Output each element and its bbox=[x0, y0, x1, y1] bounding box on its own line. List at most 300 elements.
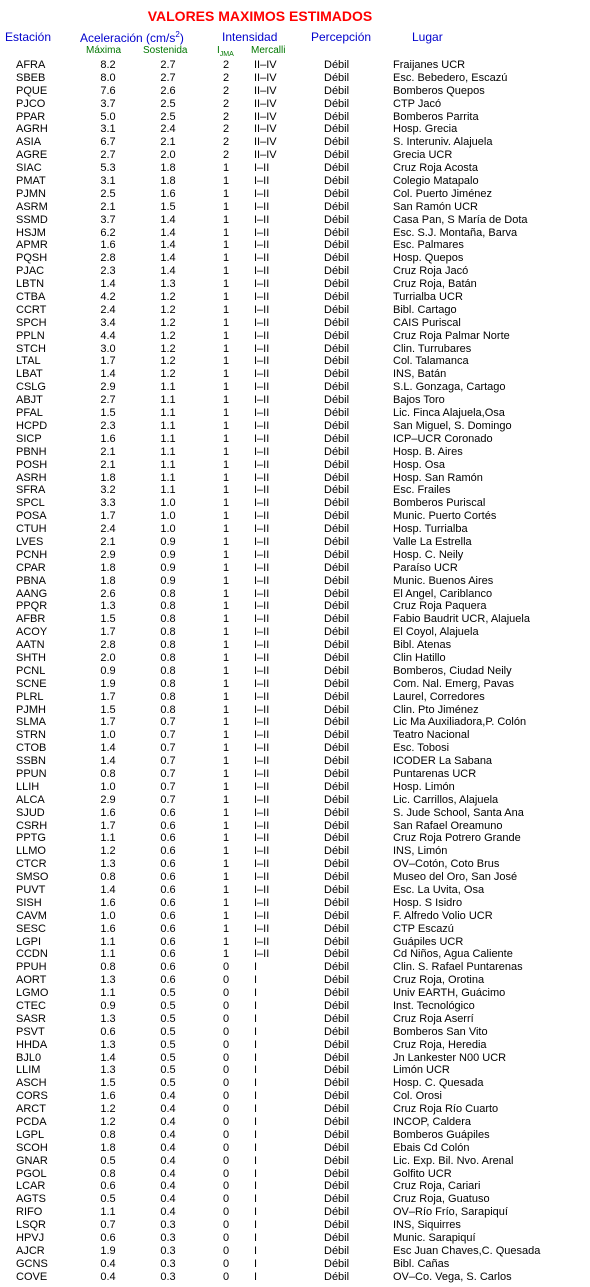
cell-mercalli: I–II bbox=[254, 896, 270, 909]
table-row bbox=[0, 613, 590, 626]
cell-percepcion: Débil bbox=[324, 381, 350, 394]
cell-mercalli: I–II bbox=[254, 226, 270, 239]
table-row bbox=[0, 497, 590, 510]
cell-mercalli: I bbox=[254, 1116, 258, 1129]
table-row bbox=[0, 652, 590, 665]
cell-ijma: 2 bbox=[222, 59, 230, 71]
cell-estacion: AANG bbox=[16, 587, 48, 600]
cell-estacion: PPUN bbox=[16, 767, 47, 780]
cell-maxima: 1.4 bbox=[100, 742, 116, 755]
cell-percepcion: Débil bbox=[324, 626, 350, 639]
cell-maxima: 3.1 bbox=[100, 123, 116, 136]
table-row bbox=[0, 549, 590, 562]
cell-sostenida: 0.8 bbox=[160, 600, 176, 613]
cell-lugar: Valle La Estrella bbox=[393, 535, 472, 548]
cell-estacion: ASCH bbox=[16, 1077, 47, 1090]
cell-estacion: CAVM bbox=[16, 909, 47, 922]
cell-ijma: 1 bbox=[222, 445, 230, 458]
cell-sostenida: 2.4 bbox=[160, 123, 176, 136]
cell-percepcion: Débil bbox=[324, 419, 350, 432]
cell-mercalli: I–II bbox=[254, 291, 270, 304]
cell-ijma: 1 bbox=[222, 832, 230, 845]
cell-sostenida: 2.6 bbox=[160, 84, 176, 97]
cell-percepcion: Débil bbox=[324, 1000, 350, 1013]
cell-lugar: Hosp. B. Aires bbox=[393, 445, 463, 458]
cell-lugar: Hosp. C. Quesada bbox=[393, 1077, 484, 1090]
table-row bbox=[0, 201, 590, 214]
cell-lugar: CTP Escazú bbox=[393, 922, 454, 935]
cell-ijma: 1 bbox=[222, 458, 230, 471]
cell-maxima: 1.2 bbox=[100, 1103, 116, 1116]
cell-lugar: El Coyol, Alajuela bbox=[393, 626, 479, 639]
cell-estacion: PPUH bbox=[16, 961, 47, 974]
cell-estacion: HSJM bbox=[16, 226, 46, 239]
cell-estacion: SPCH bbox=[16, 316, 47, 329]
cell-maxima: 3.2 bbox=[100, 484, 116, 497]
cell-sostenida: 1.8 bbox=[160, 162, 176, 175]
cell-lugar: ICP–UCR Coronado bbox=[393, 432, 493, 445]
cell-maxima: 2.1 bbox=[100, 445, 116, 458]
cell-sostenida: 2.0 bbox=[160, 149, 176, 162]
cell-estacion: APMR bbox=[16, 239, 48, 252]
cell-maxima: 1.4 bbox=[100, 278, 116, 291]
table-row bbox=[0, 729, 590, 742]
table-row bbox=[0, 1219, 590, 1232]
cell-percepcion: Débil bbox=[324, 471, 350, 484]
cell-lugar: INCOP, Caldera bbox=[393, 1116, 472, 1129]
cell-estacion: PBNH bbox=[16, 445, 47, 458]
cell-maxima: 1.1 bbox=[100, 935, 116, 948]
cell-sostenida: 0.7 bbox=[160, 755, 176, 768]
cell-maxima: 1.3 bbox=[100, 1012, 116, 1025]
cell-percepcion: Débil bbox=[324, 961, 350, 974]
header-lugar: Lugar bbox=[412, 30, 443, 44]
cell-mercalli: I–II bbox=[254, 175, 270, 188]
cell-ijma: 1 bbox=[222, 574, 230, 587]
cell-estacion: SASR bbox=[16, 1012, 46, 1025]
cell-mercalli: I–II bbox=[254, 342, 270, 355]
cell-sostenida: 1.1 bbox=[160, 484, 176, 497]
cell-mercalli: I–II bbox=[254, 381, 270, 394]
cell-lugar: Fraijanes UCR bbox=[393, 59, 466, 71]
cell-lugar: Clin. Pto Jiménez bbox=[393, 703, 479, 716]
table-row bbox=[0, 355, 590, 368]
cell-estacion: PJMN bbox=[16, 187, 46, 200]
table-row bbox=[0, 742, 590, 755]
cell-sostenida: 0.4 bbox=[160, 1154, 176, 1167]
cell-percepcion: Débil bbox=[324, 1219, 350, 1232]
table-row bbox=[0, 484, 590, 497]
table-row bbox=[0, 72, 590, 85]
cell-percepcion: Débil bbox=[324, 1257, 350, 1270]
cell-percepcion: Débil bbox=[324, 497, 350, 510]
cell-mercalli: I bbox=[254, 1206, 258, 1219]
cell-maxima: 1.6 bbox=[100, 896, 116, 909]
cell-sostenida: 1.1 bbox=[160, 394, 176, 407]
cell-ijma: 1 bbox=[222, 213, 230, 226]
cell-mercalli: I–II bbox=[254, 639, 270, 652]
cell-maxima: 2.1 bbox=[100, 458, 116, 471]
cell-percepcion: Débil bbox=[324, 729, 350, 742]
cell-ijma: 1 bbox=[222, 780, 230, 793]
cell-estacion: CCRT bbox=[16, 303, 47, 316]
cell-maxima: 2.4 bbox=[100, 303, 116, 316]
cell-ijma: 0 bbox=[222, 1025, 230, 1038]
table-row bbox=[0, 98, 590, 111]
cell-lugar: Cruz Roja Jacó bbox=[393, 265, 469, 278]
cell-lugar: Paraíso UCR bbox=[393, 561, 458, 574]
cell-maxima: 3.3 bbox=[100, 497, 116, 510]
cell-percepcion: Débil bbox=[324, 110, 350, 123]
cell-ijma: 1 bbox=[222, 265, 230, 278]
table-row bbox=[0, 639, 590, 652]
cell-mercalli: I–II bbox=[254, 574, 270, 587]
cell-estacion: SISH bbox=[16, 896, 42, 909]
cell-ijma: 1 bbox=[222, 432, 230, 445]
cell-mercalli: I bbox=[254, 1051, 258, 1064]
cell-lugar: Cruz Roja, Batán bbox=[393, 278, 477, 291]
cell-percepcion: Débil bbox=[324, 690, 350, 703]
cell-lugar: Lic. Exp. Bil. Nvo. Arenal bbox=[393, 1154, 514, 1167]
cell-sostenida: 1.2 bbox=[160, 342, 176, 355]
cell-percepcion: Débil bbox=[324, 987, 350, 1000]
table-row bbox=[0, 1000, 590, 1013]
cell-mercalli: I–II bbox=[254, 394, 270, 407]
table-row bbox=[0, 974, 590, 987]
cell-lugar: S. Jude School, Santa Ana bbox=[393, 806, 524, 819]
cell-estacion: POSH bbox=[16, 458, 48, 471]
cell-sostenida: 0.6 bbox=[160, 935, 176, 948]
cell-maxima: 6.7 bbox=[100, 136, 116, 149]
cell-sostenida: 0.8 bbox=[160, 613, 176, 626]
cell-ijma: 0 bbox=[222, 1000, 230, 1013]
cell-percepcion: Débil bbox=[324, 832, 350, 845]
data-table bbox=[0, 59, 590, 1284]
cell-estacion: SLMA bbox=[16, 716, 46, 729]
table-row bbox=[0, 1077, 590, 1090]
cell-sostenida: 0.3 bbox=[160, 1219, 176, 1232]
cell-sostenida: 1.0 bbox=[160, 510, 176, 523]
table-row bbox=[0, 446, 590, 459]
cell-maxima: 0.8 bbox=[100, 767, 116, 780]
cell-estacion: PPAR bbox=[16, 110, 46, 123]
cell-sostenida: 0.8 bbox=[160, 639, 176, 652]
cell-percepcion: Débil bbox=[324, 716, 350, 729]
cell-sostenida: 0.8 bbox=[160, 651, 176, 664]
table-row bbox=[0, 1155, 590, 1168]
cell-estacion: LLMO bbox=[16, 845, 46, 858]
cell-mercalli: I bbox=[254, 1193, 258, 1206]
cell-maxima: 1.1 bbox=[100, 832, 116, 845]
cell-percepcion: Débil bbox=[324, 639, 350, 652]
cell-sostenida: 2.5 bbox=[160, 97, 176, 110]
cell-sostenida: 0.4 bbox=[160, 1116, 176, 1129]
cell-lugar: Grecia UCR bbox=[393, 149, 453, 162]
cell-maxima: 0.9 bbox=[100, 664, 116, 677]
cell-percepcion: Débil bbox=[324, 806, 350, 819]
cell-sostenida: 1.4 bbox=[160, 213, 176, 226]
cell-lugar: Bomberos San Vito bbox=[393, 1025, 488, 1038]
cell-mercalli: I bbox=[254, 1128, 258, 1141]
table-row bbox=[0, 858, 590, 871]
cell-estacion: SSBN bbox=[16, 755, 46, 768]
cell-mercalli: I bbox=[254, 1167, 258, 1180]
cell-percepcion: Débil bbox=[324, 922, 350, 935]
cell-maxima: 2.4 bbox=[100, 523, 116, 536]
cell-sostenida: 0.4 bbox=[160, 1180, 176, 1193]
cell-ijma: 2 bbox=[222, 71, 230, 84]
cell-percepcion: Débil bbox=[324, 136, 350, 149]
cell-mercalli: II–IV bbox=[254, 136, 277, 149]
cell-ijma: 1 bbox=[222, 664, 230, 677]
cell-sostenida: 0.7 bbox=[160, 742, 176, 755]
cell-maxima: 1.2 bbox=[100, 845, 116, 858]
cell-estacion: LLIM bbox=[16, 1064, 41, 1077]
cell-sostenida: 2.7 bbox=[160, 59, 176, 71]
cell-mercalli: I–II bbox=[254, 922, 270, 935]
cell-percepcion: Débil bbox=[324, 303, 350, 316]
cell-mercalli: I–II bbox=[254, 432, 270, 445]
cell-estacion: PJMH bbox=[16, 703, 46, 716]
cell-mercalli: I–II bbox=[254, 613, 270, 626]
table-row bbox=[0, 781, 590, 794]
cell-percepcion: Débil bbox=[324, 1232, 350, 1245]
cell-sostenida: 0.6 bbox=[160, 948, 176, 961]
cell-estacion: AFRA bbox=[16, 59, 46, 71]
cell-lugar: Cruz Roja, Heredia bbox=[393, 1038, 487, 1051]
cell-maxima: 3.7 bbox=[100, 97, 116, 110]
cell-percepcion: Débil bbox=[324, 1180, 350, 1193]
cell-ijma: 0 bbox=[222, 1116, 230, 1129]
cell-ijma: 1 bbox=[222, 342, 230, 355]
cell-lugar: Guápiles UCR bbox=[393, 935, 464, 948]
cell-maxima: 3.7 bbox=[100, 213, 116, 226]
cell-percepcion: Débil bbox=[324, 1206, 350, 1219]
table-row bbox=[0, 704, 590, 717]
cell-sostenida: 1.4 bbox=[160, 226, 176, 239]
cell-estacion: SCNE bbox=[16, 677, 47, 690]
cell-maxima: 2.9 bbox=[100, 793, 116, 806]
table-row bbox=[0, 884, 590, 897]
cell-maxima: 1.3 bbox=[100, 600, 116, 613]
cell-mercalli: I–II bbox=[254, 767, 270, 780]
cell-mercalli: I–II bbox=[254, 561, 270, 574]
table-row bbox=[0, 871, 590, 884]
cell-maxima: 2.8 bbox=[100, 252, 116, 265]
cell-sostenida: 0.3 bbox=[160, 1232, 176, 1245]
cell-maxima: 2.7 bbox=[100, 149, 116, 162]
cell-mercalli: I–II bbox=[254, 651, 270, 664]
cell-estacion: GNAR bbox=[16, 1154, 48, 1167]
cell-lugar: INS, Limón bbox=[393, 845, 448, 858]
header-aceleracion-close: ) bbox=[179, 31, 184, 45]
cell-sostenida: 1.1 bbox=[160, 471, 176, 484]
cell-estacion: CSRH bbox=[16, 819, 48, 832]
header-aceleracion bbox=[80, 30, 184, 45]
cell-maxima: 2.1 bbox=[100, 200, 116, 213]
cell-mercalli: I–II bbox=[254, 742, 270, 755]
cell-maxima: 1.4 bbox=[100, 884, 116, 896]
cell-maxima: 1.7 bbox=[100, 716, 116, 729]
cell-maxima: 2.6 bbox=[100, 587, 116, 600]
cell-lugar: San Miguel, S. Domingo bbox=[393, 419, 512, 432]
cell-estacion: CTEC bbox=[16, 1000, 46, 1013]
cell-maxima: 7.6 bbox=[100, 84, 116, 97]
cell-estacion: PBNA bbox=[16, 574, 46, 587]
table-row bbox=[0, 368, 590, 381]
cell-lugar: Cruz Roja Paquera bbox=[393, 600, 487, 613]
cell-mercalli: I–II bbox=[254, 368, 270, 381]
cell-ijma: 1 bbox=[222, 935, 230, 948]
cell-sostenida: 0.7 bbox=[160, 716, 176, 729]
cell-mercalli: I bbox=[254, 1038, 258, 1051]
cell-estacion: LLIH bbox=[16, 780, 40, 793]
cell-lugar: INS, Siquirres bbox=[393, 1219, 461, 1232]
cell-ijma: 1 bbox=[222, 291, 230, 304]
cell-mercalli: II–IV bbox=[254, 123, 277, 136]
table-row bbox=[0, 1232, 590, 1245]
cell-ijma: 1 bbox=[222, 677, 230, 690]
cell-maxima: 1.5 bbox=[100, 703, 116, 716]
cell-lugar: San Ramón UCR bbox=[393, 200, 478, 213]
cell-ijma: 1 bbox=[222, 690, 230, 703]
cell-maxima: 1.3 bbox=[100, 858, 116, 871]
cell-ijma: 0 bbox=[222, 1090, 230, 1103]
cell-ijma: 1 bbox=[222, 703, 230, 716]
cell-ijma: 2 bbox=[222, 149, 230, 162]
cell-ijma: 2 bbox=[222, 123, 230, 136]
cell-sostenida: 0.3 bbox=[160, 1257, 176, 1270]
cell-ijma: 0 bbox=[222, 1232, 230, 1245]
cell-mercalli: I–II bbox=[254, 587, 270, 600]
cell-maxima: 1.3 bbox=[100, 1038, 116, 1051]
cell-maxima: 2.8 bbox=[100, 639, 116, 652]
cell-ijma: 1 bbox=[222, 355, 230, 368]
cell-percepcion: Débil bbox=[324, 1270, 350, 1283]
cell-estacion: PLRL bbox=[16, 690, 44, 703]
table-row bbox=[0, 665, 590, 678]
cell-mercalli: I–II bbox=[254, 755, 270, 768]
cell-percepcion: Débil bbox=[324, 1167, 350, 1180]
cell-lugar: F. Alfredo Volio UCR bbox=[393, 909, 493, 922]
cell-maxima: 0.8 bbox=[100, 961, 116, 974]
cell-mercalli: I bbox=[254, 1257, 258, 1270]
cell-lugar: Esc. Frailes bbox=[393, 484, 451, 497]
cell-percepcion: Débil bbox=[324, 523, 350, 536]
cell-mercalli: I bbox=[254, 1219, 258, 1232]
cell-maxima: 1.2 bbox=[100, 1116, 116, 1129]
cell-percepcion: Débil bbox=[324, 1012, 350, 1025]
cell-estacion: CCDN bbox=[16, 948, 48, 961]
cell-ijma: 2 bbox=[222, 97, 230, 110]
table-row bbox=[0, 227, 590, 240]
cell-sostenida: 1.8 bbox=[160, 175, 176, 188]
cell-ijma: 1 bbox=[222, 600, 230, 613]
cell-estacion: GCNS bbox=[16, 1257, 48, 1270]
cell-sostenida: 1.5 bbox=[160, 200, 176, 213]
header-maxima: Máxima bbox=[86, 45, 122, 56]
cell-maxima: 0.4 bbox=[100, 1257, 116, 1270]
cell-maxima: 1.3 bbox=[100, 974, 116, 987]
cell-percepcion: Débil bbox=[324, 742, 350, 755]
cell-percepcion: Débil bbox=[324, 84, 350, 97]
cell-mercalli: I–II bbox=[254, 187, 270, 200]
cell-sostenida: 0.6 bbox=[160, 909, 176, 922]
cell-percepcion: Débil bbox=[324, 97, 350, 110]
table-row bbox=[0, 600, 590, 613]
cell-estacion: CTCR bbox=[16, 858, 47, 871]
cell-sostenida: 0.9 bbox=[160, 548, 176, 561]
cell-maxima: 1.3 bbox=[100, 1064, 116, 1077]
table-row bbox=[0, 1206, 590, 1219]
cell-mercalli: I bbox=[254, 1064, 258, 1077]
cell-lugar: Esc. S.J. Montaña, Barva bbox=[393, 226, 518, 239]
cell-sostenida: 1.1 bbox=[160, 458, 176, 471]
cell-ijma: 1 bbox=[222, 896, 230, 909]
cell-lugar: Bomberos Parrita bbox=[393, 110, 479, 123]
table-row bbox=[0, 1013, 590, 1026]
cell-estacion: STRN bbox=[16, 729, 46, 742]
cell-maxima: 0.6 bbox=[100, 1232, 116, 1245]
cell-estacion: CTBA bbox=[16, 291, 46, 304]
cell-mercalli: I bbox=[254, 1154, 258, 1167]
cell-sostenida: 0.8 bbox=[160, 664, 176, 677]
cell-percepcion: Débil bbox=[324, 484, 350, 497]
table-row bbox=[0, 536, 590, 549]
cell-lugar: Jn Lankester N00 UCR bbox=[393, 1051, 507, 1064]
cell-mercalli: I bbox=[254, 1012, 258, 1025]
cell-lugar: Clin. S. Rafael Puntarenas bbox=[393, 961, 523, 974]
cell-ijma: 1 bbox=[222, 523, 230, 536]
table-row bbox=[0, 459, 590, 472]
cell-ijma: 0 bbox=[222, 1206, 230, 1219]
cell-maxima: 1.4 bbox=[100, 368, 116, 381]
cell-sostenida: 0.7 bbox=[160, 780, 176, 793]
cell-ijma: 1 bbox=[222, 742, 230, 755]
table-row bbox=[0, 381, 590, 394]
table-row bbox=[0, 820, 590, 833]
cell-sostenida: 0.8 bbox=[160, 703, 176, 716]
header-ijma-i: I bbox=[217, 45, 220, 56]
cell-sostenida: 1.1 bbox=[160, 419, 176, 432]
cell-ijma: 0 bbox=[222, 961, 230, 974]
table-row bbox=[0, 123, 590, 136]
table-row bbox=[0, 1116, 590, 1129]
cell-mercalli: I–II bbox=[254, 355, 270, 368]
header-aceleracion-sup: 2 bbox=[175, 30, 180, 39]
cell-percepcion: Débil bbox=[324, 149, 350, 162]
cell-sostenida: 0.8 bbox=[160, 626, 176, 639]
cell-mercalli: I–II bbox=[254, 303, 270, 316]
cell-estacion: CTOB bbox=[16, 742, 47, 755]
cell-percepcion: Débil bbox=[324, 265, 350, 278]
cell-ijma: 0 bbox=[222, 1180, 230, 1193]
cell-mercalli: I–II bbox=[254, 213, 270, 226]
cell-mercalli: I–II bbox=[254, 162, 270, 175]
cell-lugar: Cd Niños, Agua Caliente bbox=[393, 948, 513, 961]
cell-ijma: 0 bbox=[222, 1219, 230, 1232]
table-row bbox=[0, 136, 590, 149]
cell-lugar: Cruz Roja Acosta bbox=[393, 162, 478, 175]
cell-mercalli: I–II bbox=[254, 858, 270, 871]
table-row bbox=[0, 987, 590, 1000]
cell-estacion: SFRA bbox=[16, 484, 46, 497]
cell-sostenida: 0.6 bbox=[160, 961, 176, 974]
cell-lugar: Lic Ma Auxiliadora,P. Colón bbox=[393, 716, 527, 729]
cell-lugar: Esc. Bebedero, Escazú bbox=[393, 71, 508, 84]
cell-ijma: 1 bbox=[222, 535, 230, 548]
cell-estacion: SCOH bbox=[16, 1141, 48, 1154]
